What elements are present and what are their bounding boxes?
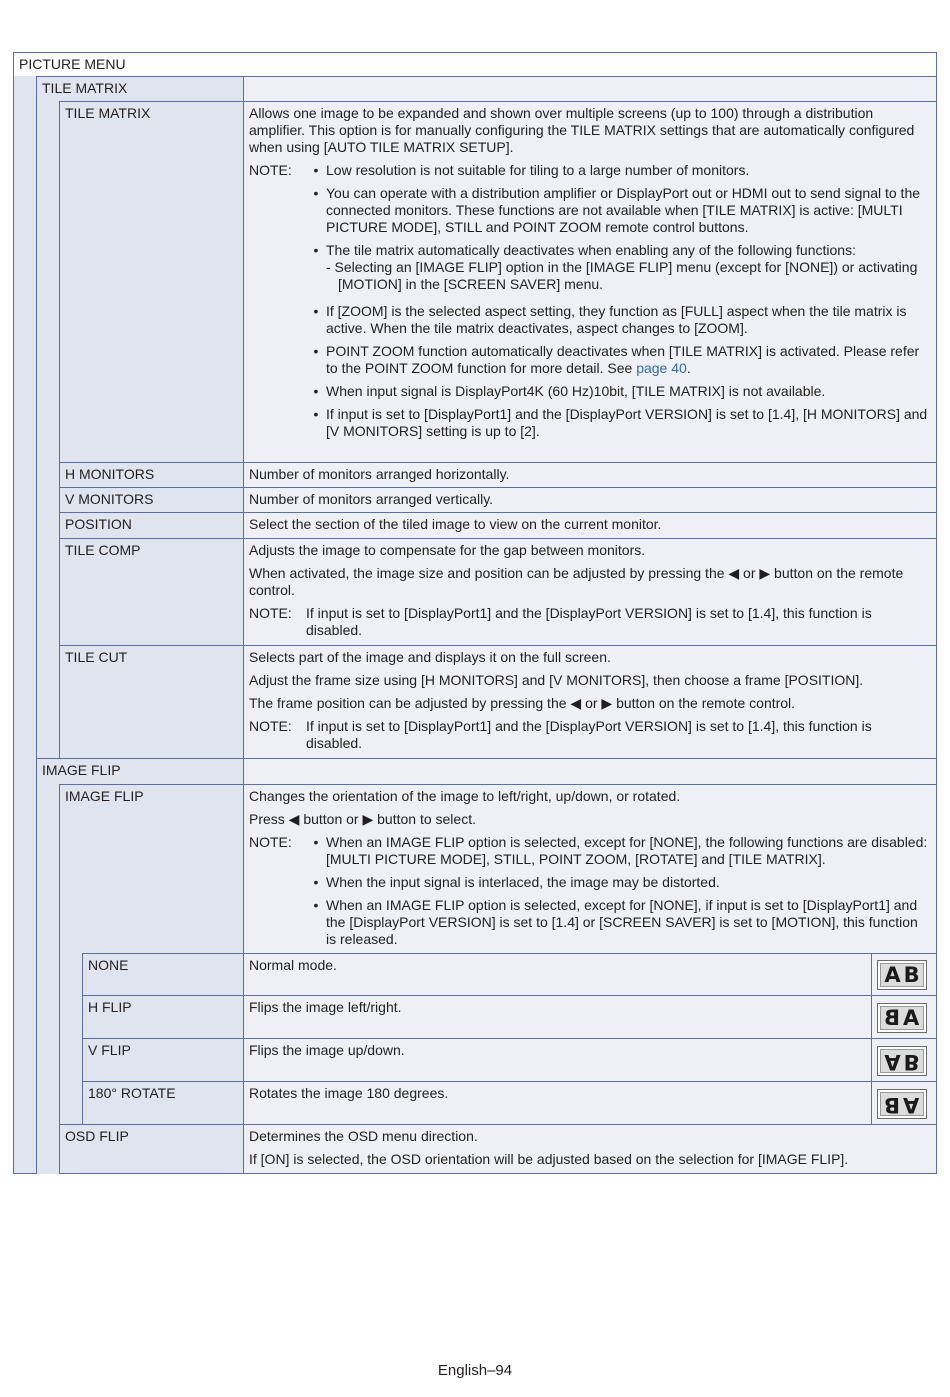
- flip-option-hflip-label: [82, 995, 244, 1039]
- glyph-b: B: [903, 962, 920, 987]
- tile-matrix-desc: [243, 101, 937, 463]
- glyph-a: B: [884, 1005, 901, 1030]
- bullet: •: [313, 406, 319, 422]
- image-flip-group-desc: [243, 758, 937, 785]
- page-link[interactable]: page 40: [636, 360, 687, 376]
- flip-option-label-text: H FLIP: [88, 999, 132, 1015]
- glyph-a: A: [884, 1049, 901, 1074]
- flip-option-none-label: [82, 953, 244, 996]
- note-text: You can operate with a distribution amplifier or DisplayPort out or HDMI out to send signal to the connected monitors. These functions are not available when [TILE MATRIX] is active: [MULTI PICTURE MODE], STILL and POINT ZOOM remote control buttons.: [326, 185, 921, 235]
- osd-flip-desc-text: Determines the OSD menu direction.: [249, 1128, 478, 1144]
- flip-options-indent: [59, 953, 83, 1125]
- tile-cut-desc-text: Selects part of the image and displays it on the full screen.: [249, 649, 611, 665]
- note-text: When an IMAGE FLIP option is selected, except for [NONE], the following functions are disabled: [MULTI PICTURE MODE], STILL, POINT ZOOM, [ROTATE] and [TILE MATRIX].: [326, 834, 928, 867]
- flip-option-hflip-desc: [243, 995, 872, 1039]
- tile-comp-note: [249, 605, 931, 639]
- note-text: The tile matrix automatically deactivates when enabling any of the following functions:: [326, 242, 856, 258]
- image-flip-indent: [36, 784, 60, 1174]
- osd-flip-desc: [243, 1124, 937, 1174]
- tile-matrix-group-text: TILE MATRIX: [42, 80, 128, 96]
- osd-flip-label-text: OSD FLIP: [65, 1128, 129, 1144]
- flip-v-illustration: [877, 1046, 927, 1076]
- note-text: POINT ZOOM function automatically deactivates when [TILE MATRIX] is activated. Please refer to the POINT ZOOM function for more detail. See: [326, 343, 920, 376]
- image-flip-group-text: IMAGE FLIP: [42, 762, 121, 778]
- position-desc-text: Select the section of the tiled image to view on the current monitor.: [249, 516, 662, 532]
- glyph-a: B: [884, 1092, 901, 1117]
- flip-option-desc-text: Flips the image left/right.: [249, 999, 402, 1015]
- note-text: .: [686, 360, 691, 376]
- image-flip-desc-text: Changes the orientation of the image to left/right, up/down, or rotated.: [249, 788, 681, 804]
- glyph-b: A: [903, 1005, 920, 1030]
- image-flip-desc-text: Press ◀ button or ▶ button to select.: [249, 811, 476, 827]
- flip-option-rotate-label: [82, 1081, 244, 1125]
- note-label: NOTE:: [249, 834, 292, 850]
- flip-option-vflip-desc: [243, 1038, 872, 1082]
- bullet: •: [313, 897, 319, 913]
- note-item: [326, 242, 931, 297]
- image-flip-label-text: IMAGE FLIP: [65, 788, 144, 804]
- note-text: When an IMAGE FLIP option is selected, except for [NONE], if input is set to [DisplayPort1] and the [DisplayPort VERSION] is set to [1.4] or [SCREEN SAVER] is set to [MOTION], this function is released.: [326, 897, 918, 947]
- indent-strip: [13, 76, 37, 1174]
- note-item: [326, 343, 931, 377]
- tile-comp-desc-text: Adjusts the image to compensate for the gap between monitors.: [249, 542, 646, 558]
- flip-option-desc-text: Rotates the image 180 degrees.: [249, 1085, 449, 1101]
- v-monitors-desc: [243, 487, 937, 513]
- flip-option-label-text: V FLIP: [88, 1042, 131, 1058]
- tile-cut-note: [249, 718, 931, 752]
- osd-flip-desc-text: If [ON] is selected, the OSD orientation will be adjusted based on the selection for [IMAGE FLIP].: [249, 1151, 849, 1167]
- flip-option-vflip-label: [82, 1038, 244, 1082]
- bullet: •: [313, 162, 319, 178]
- flip-option-desc-text: Normal mode.: [249, 957, 337, 973]
- note-label: NOTE:: [249, 162, 292, 178]
- bullet: •: [313, 834, 319, 850]
- image-flip-desc: [243, 784, 937, 954]
- note-subitem: - Selecting an [IMAGE FLIP] option in the [IMAGE FLIP] menu (except for [NONE]) or activating [MOTION] in the [SCREEN SAVER] menu.: [326, 259, 918, 292]
- glyph-b: A: [903, 1092, 920, 1117]
- osd-flip-label: [59, 1124, 244, 1174]
- glyph-a: A: [884, 962, 901, 987]
- bullet: •: [313, 383, 319, 399]
- note-text: Low resolution is not suitable for tiling to a large number of monitors.: [326, 162, 750, 178]
- tile-comp-desc: [243, 538, 937, 646]
- image-flip-notes: [249, 834, 931, 948]
- tile-matrix-indent: [36, 101, 60, 759]
- tile-matrix-notes: [249, 162, 931, 440]
- v-monitors-desc-text: Number of monitors arranged vertically.: [249, 491, 494, 507]
- tile-cut-label: [59, 645, 244, 759]
- image-flip-group-label: [36, 758, 244, 785]
- tile-comp-desc-text: When activated, the image size and position can be adjusted by pressing the ◀ or ▶ button on the remote control.: [249, 565, 904, 598]
- flip-option-none-desc: [243, 953, 872, 996]
- tile-cut-desc-text: The frame position can be adjusted by pressing the ◀ or ▶ button on the remote control.: [249, 695, 796, 711]
- tile-matrix-desc-text: Allows one image to be expanded and shown over multiple screens (up to 100) through a distribution amplifier. This option is for manually configuring the TILE MATRIX settings that are automatically configured when using [AUTO TILE MATRIX SETUP].: [249, 105, 915, 155]
- position-desc: [243, 512, 937, 539]
- position-label: [59, 512, 244, 539]
- note-label: NOTE:: [249, 605, 292, 621]
- bullet: •: [313, 303, 319, 319]
- flip-h-illustration: [877, 1003, 927, 1033]
- tile-cut-desc-text: Adjust the frame size using [H MONITORS] and [V MONITORS], then choose a frame [POSITION].: [249, 672, 864, 688]
- bullet: •: [313, 343, 319, 359]
- bullet: •: [313, 185, 319, 201]
- tile-matrix-label-text: TILE MATRIX: [65, 105, 151, 121]
- bullet: •: [313, 874, 319, 890]
- bullet: •: [313, 242, 319, 258]
- position-label-text: POSITION: [65, 516, 132, 532]
- tile-matrix-group-desc: [243, 76, 937, 102]
- page-number: English–94: [437, 1362, 513, 1379]
- tile-cut-desc: [243, 645, 937, 759]
- v-monitors-label-text: V MONITORS: [65, 491, 154, 507]
- note-text: When the input signal is interlaced, the image may be distorted.: [326, 874, 720, 890]
- note-text: If input is set to [DisplayPort1] and the [DisplayPort VERSION] is set to [1.4], this function is disabled.: [306, 605, 872, 638]
- note-text: If input is set to [DisplayPort1] and the [DisplayPort VERSION] is set to [1.4], [H MONITORS] and [V MONITORS] setting is up to [2].: [326, 406, 928, 439]
- tile-matrix-group-label: [36, 76, 244, 102]
- glyph-b: B: [903, 1049, 920, 1074]
- tile-comp-label-text: TILE COMP: [65, 542, 141, 558]
- note-label: NOTE:: [249, 718, 292, 734]
- note-text: If input is set to [DisplayPort1] and the [DisplayPort VERSION] is set to [1.4], this function is disabled.: [306, 718, 872, 751]
- flip-option-desc-text: Flips the image up/down.: [249, 1042, 405, 1058]
- flip-rotate-illustration: [877, 1089, 927, 1119]
- page-footer: [0, 1362, 950, 1379]
- flip-none-illustration: [877, 960, 927, 990]
- tile-matrix-label: [59, 101, 244, 463]
- picture-menu-header: [13, 52, 937, 77]
- flip-option-rotate-desc: [243, 1081, 872, 1125]
- tile-cut-label-text: TILE CUT: [65, 649, 128, 665]
- tile-comp-label: [59, 538, 244, 646]
- h-monitors-desc: [243, 462, 937, 488]
- flip-option-label-text: 180° ROTATE: [88, 1085, 176, 1101]
- note-text: When input signal is DisplayPort4K (60 Hz)10bit, [TILE MATRIX] is not available.: [326, 383, 826, 399]
- v-monitors-label: [59, 487, 244, 513]
- picture-menu-title: PICTURE MENU: [19, 56, 126, 72]
- image-flip-label: [59, 784, 244, 954]
- h-monitors-desc-text: Number of monitors arranged horizontally.: [249, 466, 510, 482]
- note-text: If [ZOOM] is the selected aspect setting, they function as [FULL] aspect when the tile matrix is active. When the tile matrix deactivates, aspect changes to [ZOOM].: [326, 303, 907, 336]
- h-monitors-label: [59, 462, 244, 488]
- h-monitors-label-text: H MONITORS: [65, 466, 155, 482]
- flip-option-label-text: NONE: [88, 957, 129, 973]
